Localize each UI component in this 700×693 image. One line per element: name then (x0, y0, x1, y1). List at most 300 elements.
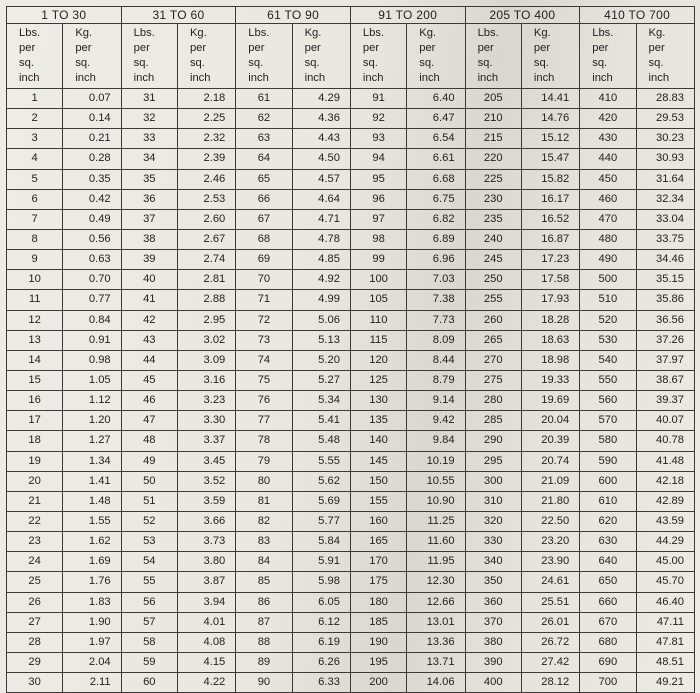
kg-cell: 4.92 (292, 270, 350, 290)
kg-cell: 34.46 (636, 250, 694, 270)
lbs-cell: 35 (121, 169, 177, 189)
lbs-cell: 96 (350, 189, 406, 209)
lbs-cell: 70 (236, 270, 292, 290)
kg-cell: 5.69 (292, 491, 350, 511)
lbs-cell: 7 (7, 209, 63, 229)
kg-cell: 2.81 (177, 270, 235, 290)
kg-cell: 5.13 (292, 330, 350, 350)
kg-cell: 6.47 (407, 109, 465, 129)
lbs-cell: 235 (465, 209, 521, 229)
lbs-cell: 190 (350, 632, 406, 652)
header-word: Kg. (304, 27, 322, 39)
kg-cell: 15.47 (521, 149, 579, 169)
table-row (7, 673, 695, 693)
kg-cell: 2.53 (177, 189, 235, 209)
header-word: inch (304, 72, 326, 84)
header-word: inch (648, 72, 670, 84)
lbs-cell: 90 (236, 673, 292, 693)
kg-cell: 0.56 (63, 229, 121, 249)
range-header: 1 TO 30 (7, 7, 122, 24)
lbs-cell: 205 (465, 89, 521, 109)
kg-cell: 1.41 (63, 471, 121, 491)
kg-cell: 37.97 (636, 350, 694, 370)
kg-cell: 25.51 (521, 592, 579, 612)
lbs-cell: 38 (121, 229, 177, 249)
kg-cell: 6.54 (407, 129, 465, 149)
lbs-cell: 64 (236, 149, 292, 169)
kg-cell: 3.09 (177, 350, 235, 370)
kg-column-header (521, 24, 579, 89)
lbs-cell: 590 (580, 451, 636, 471)
kg-cell: 10.55 (407, 471, 465, 491)
kg-cell: 11.60 (407, 532, 465, 552)
kg-cell: 0.14 (63, 109, 121, 129)
kg-cell: 7.38 (407, 290, 465, 310)
lbs-cell: 360 (465, 592, 521, 612)
lbs-cell: 67 (236, 209, 292, 229)
lbs-cell: 170 (350, 552, 406, 572)
kg-cell: 38.67 (636, 370, 694, 390)
kg-cell: 1.90 (63, 612, 121, 632)
kg-cell: 0.70 (63, 270, 121, 290)
header-word: inch (75, 72, 96, 84)
kg-cell: 12.30 (407, 572, 465, 592)
kg-cell: 2.39 (177, 149, 235, 169)
kg-cell: 8.44 (407, 350, 465, 370)
lbs-cell: 480 (580, 229, 636, 249)
header-word: Lbs. (592, 27, 614, 39)
kg-cell: 3.80 (177, 552, 235, 572)
lbs-cell: 105 (350, 290, 406, 310)
lbs-cell: 20 (7, 471, 63, 491)
lbs-cell: 39 (121, 250, 177, 270)
kg-cell: 13.01 (407, 612, 465, 632)
lbs-cell: 195 (350, 652, 406, 672)
table-row (7, 532, 695, 552)
kg-cell: 3.87 (177, 572, 235, 592)
header-word: per (304, 42, 321, 54)
kg-cell: 4.01 (177, 612, 235, 632)
lbs-cell: 68 (236, 229, 292, 249)
lbs-cell: 19 (7, 451, 63, 471)
kg-cell: 1.62 (63, 532, 121, 552)
lbs-cell: 115 (350, 330, 406, 350)
header-word: sq. (133, 57, 149, 69)
lbs-cell: 215 (465, 129, 521, 149)
kg-cell: 6.68 (407, 169, 465, 189)
kg-cell: 6.61 (407, 149, 465, 169)
kg-cell: 3.94 (177, 592, 235, 612)
kg-cell: 39.37 (636, 391, 694, 411)
header-word: inch (19, 72, 40, 84)
kg-cell: 1.97 (63, 632, 121, 652)
kg-column-header (63, 24, 121, 89)
kg-cell: 1.05 (63, 370, 121, 390)
kg-cell: 42.89 (636, 491, 694, 511)
lbs-cell: 2 (7, 109, 63, 129)
lbs-cell: 110 (350, 310, 406, 330)
kg-column-header (292, 24, 350, 89)
lbs-cell: 370 (465, 612, 521, 632)
lbs-cell: 200 (350, 673, 406, 693)
lbs-cell: 66 (236, 189, 292, 209)
kg-cell: 13.71 (407, 652, 465, 672)
kg-cell: 0.77 (63, 290, 121, 310)
kg-cell: 3.16 (177, 370, 235, 390)
kg-column-header (636, 24, 694, 89)
kg-cell: 9.42 (407, 411, 465, 431)
kg-cell: 48.51 (636, 652, 694, 672)
lbs-cell: 540 (580, 350, 636, 370)
lbs-cell: 36 (121, 189, 177, 209)
kg-cell: 4.36 (292, 109, 350, 129)
lbs-cell: 44 (121, 350, 177, 370)
lbs-cell: 5 (7, 169, 63, 189)
lbs-cell: 255 (465, 290, 521, 310)
header-word: inch (248, 72, 269, 84)
kg-cell: 6.05 (292, 592, 350, 612)
kg-cell: 18.28 (521, 310, 579, 330)
table-row (7, 652, 695, 672)
kg-cell: 23.20 (521, 532, 579, 552)
lbs-cell: 4 (7, 149, 63, 169)
lbs-column-header (350, 24, 406, 89)
table-row (7, 431, 695, 451)
lbs-cell: 155 (350, 491, 406, 511)
kg-cell: 20.39 (521, 431, 579, 451)
lbs-cell: 51 (121, 491, 177, 511)
header-word: per (19, 42, 36, 54)
lbs-cell: 13 (7, 330, 63, 350)
lbs-cell: 140 (350, 431, 406, 451)
kg-cell: 1.34 (63, 451, 121, 471)
lbs-cell: 8 (7, 229, 63, 249)
lbs-cell: 25 (7, 572, 63, 592)
lbs-cell: 94 (350, 149, 406, 169)
kg-cell: 4.78 (292, 229, 350, 249)
lbs-cell: 52 (121, 511, 177, 531)
lbs-cell: 225 (465, 169, 521, 189)
lbs-cell: 85 (236, 572, 292, 592)
lbs-column-header (7, 24, 63, 89)
kg-cell: 2.60 (177, 209, 235, 229)
lbs-cell: 15 (7, 370, 63, 390)
header-word: per (75, 42, 92, 54)
table-row (7, 229, 695, 249)
lbs-cell: 16 (7, 391, 63, 411)
kg-cell: 2.32 (177, 129, 235, 149)
table-row (7, 330, 695, 350)
table-row (7, 471, 695, 491)
lbs-cell: 9 (7, 250, 63, 270)
lbs-cell: 55 (121, 572, 177, 592)
kg-cell: 4.71 (292, 209, 350, 229)
lbs-cell: 27 (7, 612, 63, 632)
header-word: Lbs. (133, 27, 155, 39)
kg-cell: 0.49 (63, 209, 121, 229)
table-row (7, 290, 695, 310)
kg-cell: 42.18 (636, 471, 694, 491)
lbs-cell: 245 (465, 250, 521, 270)
lbs-cell: 33 (121, 129, 177, 149)
header-word: sq. (592, 57, 608, 69)
kg-cell: 4.43 (292, 129, 350, 149)
kg-cell: 5.84 (292, 532, 350, 552)
lbs-cell: 34 (121, 149, 177, 169)
lbs-cell: 1 (7, 89, 63, 109)
lbs-cell: 295 (465, 451, 521, 471)
lbs-cell: 300 (465, 471, 521, 491)
kg-cell: 4.22 (177, 673, 235, 693)
table-row (7, 250, 695, 270)
kg-cell: 10.19 (407, 451, 465, 471)
lbs-column-header (121, 24, 177, 89)
kg-cell: 4.15 (177, 652, 235, 672)
lbs-cell: 210 (465, 109, 521, 129)
lbs-cell: 21 (7, 491, 63, 511)
kg-cell: 16.17 (521, 189, 579, 209)
kg-cell: 33.75 (636, 229, 694, 249)
lbs-cell: 580 (580, 431, 636, 451)
kg-cell: 40.78 (636, 431, 694, 451)
kg-cell: 40.07 (636, 411, 694, 431)
kg-cell: 7.73 (407, 310, 465, 330)
lbs-cell: 31 (121, 89, 177, 109)
lbs-cell: 510 (580, 290, 636, 310)
lbs-cell: 145 (350, 451, 406, 471)
kg-cell: 5.55 (292, 451, 350, 471)
lbs-cell: 620 (580, 511, 636, 531)
header-word: sq. (304, 57, 320, 69)
kg-column-header (407, 24, 465, 89)
lbs-cell: 640 (580, 552, 636, 572)
lbs-cell: 11 (7, 290, 63, 310)
range-header: 61 TO 90 (236, 7, 351, 24)
table-row (7, 310, 695, 330)
lbs-cell: 690 (580, 652, 636, 672)
lbs-cell: 350 (465, 572, 521, 592)
lbs-cell: 75 (236, 370, 292, 390)
lbs-cell: 74 (236, 350, 292, 370)
header-word: Lbs. (248, 27, 270, 39)
header-word: per (592, 42, 609, 54)
lbs-cell: 660 (580, 592, 636, 612)
range-header: 410 TO 700 (580, 7, 695, 24)
kg-cell: 14.06 (407, 673, 465, 693)
lbs-cell: 265 (465, 330, 521, 350)
table-body (7, 89, 695, 693)
header-word: per (362, 42, 380, 54)
kg-cell: 47.11 (636, 612, 694, 632)
kg-cell: 5.34 (292, 391, 350, 411)
kg-cell: 22.50 (521, 511, 579, 531)
lbs-cell: 3 (7, 129, 63, 149)
kg-cell: 12.66 (407, 592, 465, 612)
lbs-cell: 61 (236, 89, 292, 109)
lbs-cell: 670 (580, 612, 636, 632)
header-word: sq. (533, 57, 549, 69)
lbs-cell: 230 (465, 189, 521, 209)
lbs-cell: 53 (121, 532, 177, 552)
lbs-cell: 160 (350, 511, 406, 531)
lbs-cell: 77 (236, 411, 292, 431)
lbs-cell: 130 (350, 391, 406, 411)
kg-cell: 9.84 (407, 431, 465, 451)
range-header: 205 TO 400 (465, 7, 580, 24)
lbs-cell: 530 (580, 330, 636, 350)
lbs-cell: 285 (465, 411, 521, 431)
kg-cell: 13.36 (407, 632, 465, 652)
lbs-cell: 26 (7, 592, 63, 612)
kg-cell: 2.04 (63, 652, 121, 672)
kg-cell: 21.09 (521, 471, 579, 491)
kg-cell: 1.12 (63, 391, 121, 411)
kg-cell: 21.80 (521, 491, 579, 511)
lbs-cell: 82 (236, 511, 292, 531)
lbs-cell: 440 (580, 149, 636, 169)
lbs-cell: 450 (580, 169, 636, 189)
kg-cell: 10.90 (407, 491, 465, 511)
kg-cell: 18.63 (521, 330, 579, 350)
kg-cell: 0.91 (63, 330, 121, 350)
table-row (7, 109, 695, 129)
lbs-cell: 680 (580, 632, 636, 652)
lbs-cell: 47 (121, 411, 177, 431)
kg-cell: 6.96 (407, 250, 465, 270)
kg-cell: 45.00 (636, 552, 694, 572)
kg-cell: 4.64 (292, 189, 350, 209)
kg-cell: 17.58 (521, 270, 579, 290)
lbs-cell: 520 (580, 310, 636, 330)
kg-cell: 5.62 (292, 471, 350, 491)
kg-cell: 17.93 (521, 290, 579, 310)
kg-cell: 1.55 (63, 511, 121, 531)
kg-cell: 35.15 (636, 270, 694, 290)
kg-cell: 1.83 (63, 592, 121, 612)
lbs-cell: 56 (121, 592, 177, 612)
lbs-cell: 79 (236, 451, 292, 471)
kg-cell: 2.67 (177, 229, 235, 249)
lbs-cell: 220 (465, 149, 521, 169)
lbs-cell: 120 (350, 350, 406, 370)
kg-cell: 0.42 (63, 189, 121, 209)
pressure-conversion-table (6, 6, 695, 693)
lbs-cell: 410 (580, 89, 636, 109)
kg-cell: 4.08 (177, 632, 235, 652)
lbs-cell: 72 (236, 310, 292, 330)
lbs-cell: 62 (236, 109, 292, 129)
kg-cell: 0.63 (63, 250, 121, 270)
lbs-cell: 165 (350, 532, 406, 552)
lbs-cell: 98 (350, 229, 406, 249)
kg-cell: 27.42 (521, 652, 579, 672)
range-header: 31 TO 60 (121, 7, 236, 24)
header-word: Kg. (533, 27, 551, 39)
kg-cell: 23.90 (521, 552, 579, 572)
header-word: per (648, 42, 665, 54)
header-word: inch (189, 72, 211, 84)
kg-cell: 2.46 (177, 169, 235, 189)
kg-cell: 5.48 (292, 431, 350, 451)
header-word: per (133, 42, 150, 54)
lbs-column-header (465, 24, 521, 89)
header-word: Kg. (648, 27, 666, 39)
kg-cell: 2.95 (177, 310, 235, 330)
lbs-cell: 49 (121, 451, 177, 471)
kg-cell: 5.91 (292, 552, 350, 572)
lbs-cell: 54 (121, 552, 177, 572)
kg-cell: 15.82 (521, 169, 579, 189)
header-word: inch (592, 72, 613, 84)
lbs-cell: 150 (350, 471, 406, 491)
lbs-column-header (580, 24, 636, 89)
kg-cell: 1.76 (63, 572, 121, 592)
lbs-cell: 99 (350, 250, 406, 270)
lbs-cell: 95 (350, 169, 406, 189)
lbs-cell: 175 (350, 572, 406, 592)
kg-cell: 20.74 (521, 451, 579, 471)
header-word: inch (419, 72, 440, 84)
table-row (7, 270, 695, 290)
kg-cell: 36.56 (636, 310, 694, 330)
lbs-cell: 6 (7, 189, 63, 209)
header-word: per (477, 42, 494, 54)
lbs-cell: 45 (121, 370, 177, 390)
header-word: Kg. (75, 27, 93, 39)
kg-cell: 14.41 (521, 89, 579, 109)
lbs-cell: 41 (121, 290, 177, 310)
lbs-cell: 65 (236, 169, 292, 189)
lbs-cell: 630 (580, 532, 636, 552)
lbs-cell: 320 (465, 511, 521, 531)
lbs-cell: 86 (236, 592, 292, 612)
lbs-cell: 280 (465, 391, 521, 411)
header-word: sq. (75, 57, 91, 69)
kg-cell: 8.79 (407, 370, 465, 390)
lbs-cell: 76 (236, 391, 292, 411)
table-row (7, 451, 695, 471)
kg-cell: 0.35 (63, 169, 121, 189)
lbs-cell: 340 (465, 552, 521, 572)
header-word: sq. (362, 57, 378, 69)
lbs-cell: 58 (121, 632, 177, 652)
kg-cell: 3.66 (177, 511, 235, 531)
lbs-cell: 80 (236, 471, 292, 491)
lbs-cell: 250 (465, 270, 521, 290)
kg-cell: 6.26 (292, 652, 350, 672)
kg-cell: 43.59 (636, 511, 694, 531)
kg-cell: 2.88 (177, 290, 235, 310)
kg-cell: 16.52 (521, 209, 579, 229)
kg-cell: 11.25 (407, 511, 465, 531)
kg-cell: 3.37 (177, 431, 235, 451)
lbs-cell: 400 (465, 673, 521, 693)
lbs-cell: 93 (350, 129, 406, 149)
lbs-cell: 37 (121, 209, 177, 229)
kg-cell: 0.07 (63, 89, 121, 109)
lbs-cell: 89 (236, 652, 292, 672)
lbs-cell: 28 (7, 632, 63, 652)
lbs-cell: 500 (580, 270, 636, 290)
header-word: sq. (189, 57, 205, 69)
table-row (7, 511, 695, 531)
kg-cell: 6.33 (292, 673, 350, 693)
lbs-cell: 430 (580, 129, 636, 149)
lbs-cell: 270 (465, 350, 521, 370)
kg-cell: 30.93 (636, 149, 694, 169)
kg-cell: 14.76 (521, 109, 579, 129)
lbs-cell: 135 (350, 411, 406, 431)
